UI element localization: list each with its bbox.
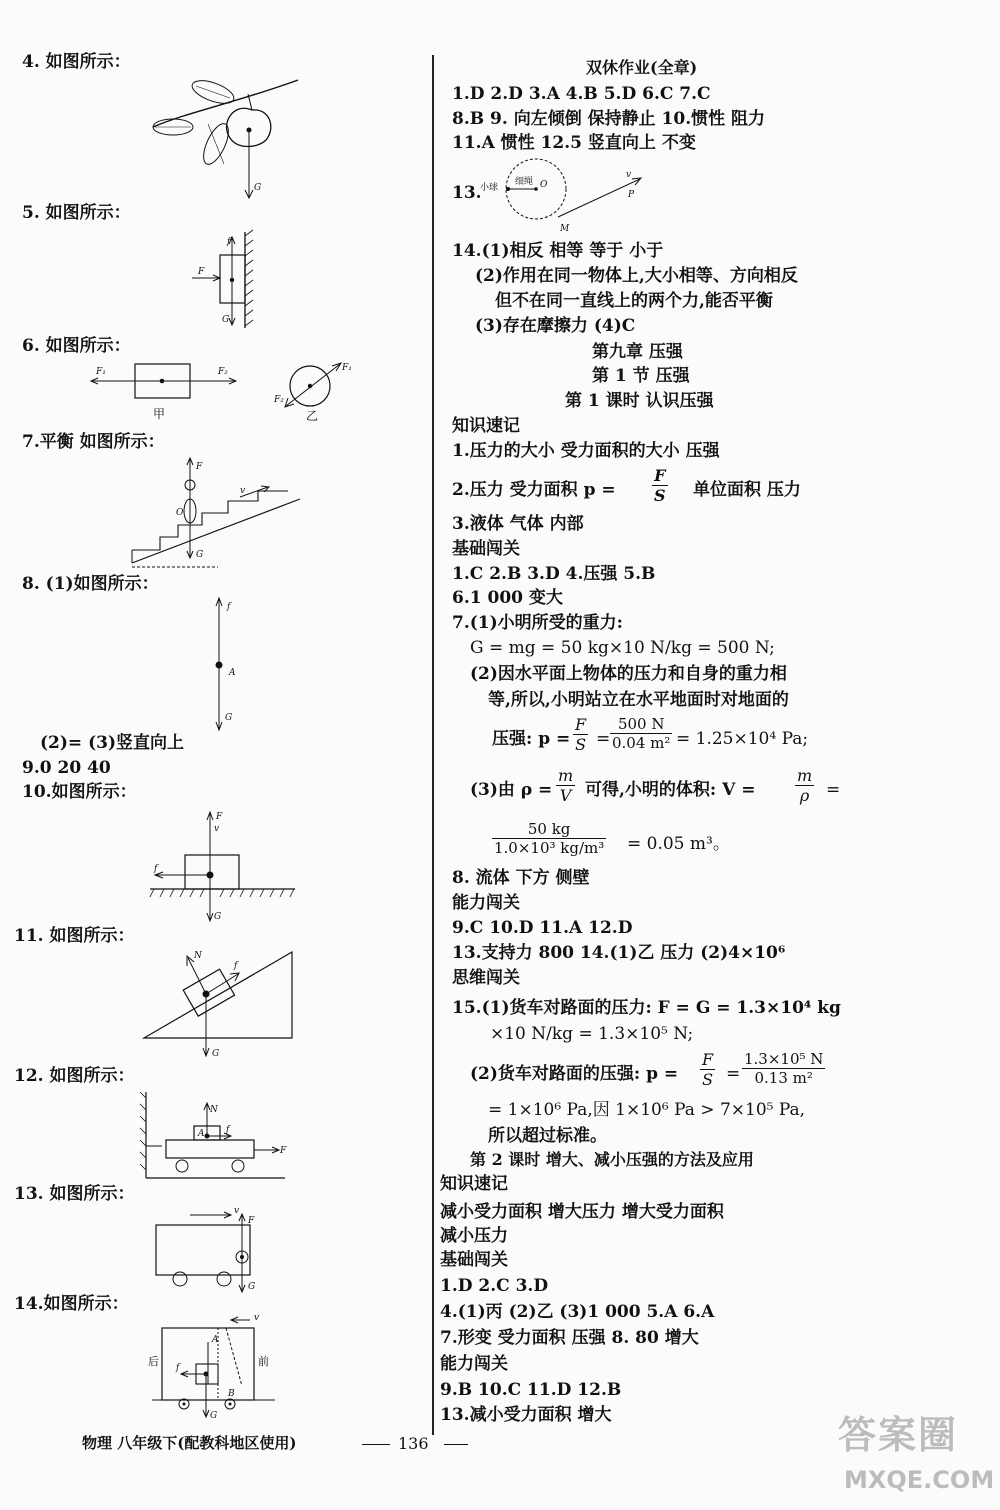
svg-text:F: F [248, 1216, 255, 1226]
svg-text:v: v [254, 1313, 260, 1323]
svg-text:v: v [234, 1206, 240, 1216]
svg-text:v: v [214, 824, 220, 834]
answer-row-2: 8.B 9. 向左倾倒 保持静止 10.惯性 阻力 [452, 109, 766, 129]
basic-row-7-lead: 压强: p = [492, 729, 571, 749]
svg-text:A: A [212, 1335, 219, 1345]
ability2-row-2: 13.减小受力面积 增大 [440, 1405, 612, 1425]
svg-text:F: F [196, 462, 203, 472]
svg-text:N: N [210, 1105, 218, 1115]
q6-label: 6. 如图所示： [22, 336, 131, 356]
knowledge-1: 1.压力的大小 受力面积的大小 压强 [452, 441, 720, 461]
svg-text:F₁: F₁ [342, 363, 352, 373]
answer-row-7: 但不在同一直线上的两个力,能否平衡 [495, 291, 773, 311]
svg-text:G: G [212, 1049, 220, 1059]
q12-diagram-cart [140, 1090, 290, 1185]
lesson-1-title: 第 1 课时 认识压强 [565, 391, 714, 411]
q13-rope-label: 细绳 [515, 177, 534, 187]
svg-text:G: G [210, 1411, 218, 1421]
basic-row-2: 6.1 000 变大 [452, 588, 563, 608]
footer-dash-left [362, 1444, 390, 1445]
q5-label: 5. 如图所示： [22, 203, 131, 223]
basic-row-3: 7.(1)小明所受的重力: [452, 613, 623, 633]
q13-diagram-truck [150, 1205, 270, 1295]
q4-label: 4. 如图所示： [22, 52, 131, 72]
q14-front-label: 前 [258, 1355, 269, 1368]
knowledge-3: 3.液体 气体 内部 [452, 514, 584, 534]
page-number: 136 [398, 1434, 429, 1453]
q6-yi-caption: 乙 [306, 409, 319, 423]
basic-row-8-lead: (3)由 ρ = [470, 780, 553, 800]
ability-row-1: 9.C 10.D 11.A 12.D [452, 918, 633, 938]
basic-row-6: 等,所以,小明站立在水平地面时对地面的 [488, 690, 789, 710]
q11-label: 11. 如图所示： [14, 926, 135, 946]
svg-text:G: G [214, 912, 222, 922]
lesson-2-title: 第 2 课时 增大、减小压强的方法及应用 [470, 1150, 754, 1169]
q7-diagram-escalator [128, 455, 308, 575]
q6-diagram-jia [90, 360, 240, 405]
equals-sign-1: = [596, 729, 611, 749]
q7-label: 7.平衡 如图所示： [22, 432, 165, 452]
svg-text:F₂: F₂ [218, 367, 228, 377]
heading-basic-2: 基础闯关 [440, 1250, 508, 1270]
thinking-row-4: = 1×10⁶ Pa,因 1×10⁶ Pa > 7×10⁵ Pa, [488, 1100, 806, 1120]
basic-row-1: 1.C 2.B 3.D 4.压强 5.B [452, 564, 656, 584]
q9-answer: 9.0 20 40 [22, 758, 111, 778]
svg-text:M: M [560, 224, 570, 234]
answer-row-6: (2)作用在同一物体上,大小相等、方向相反 [475, 266, 798, 286]
thinking-row-3-lead: (2)货车对路面的压强: p = [470, 1064, 679, 1084]
knowledge-2-fraction: $\frac{F}{S}$ [654, 466, 666, 505]
equals-sign-2: = [826, 780, 841, 800]
svg-text:G: G [225, 713, 233, 723]
pressure-fraction-FS: $\frac{F}{S}$ [575, 715, 587, 754]
q8-diagram-forces [205, 595, 245, 735]
watermark-logo: 答案圈 MXQE.COM [838, 1412, 995, 1494]
heading-knowledge-2: 知识速记 [440, 1174, 508, 1194]
q13-label: 13. 如图所示： [14, 1184, 135, 1204]
svg-text:O: O [540, 180, 548, 190]
svg-text:f: f [226, 1125, 230, 1135]
ability-row-2: 13.支持力 800 14.(1)乙 压力 (2)4×10⁶ [452, 943, 786, 963]
footer-dash-right [444, 1444, 468, 1445]
thinking-row-1: 15.(1)货车对路面的压力: F = G = 1.3×10⁴ kg [452, 998, 841, 1018]
svg-text:v: v [240, 486, 246, 496]
q6-jia-caption: 甲 [153, 407, 166, 421]
svg-text:f: f [227, 602, 231, 612]
svg-text:F: F [198, 267, 205, 277]
svg-text:P: P [628, 190, 635, 200]
svg-text:F: F [280, 1146, 287, 1156]
q10-diagram-block-ground [150, 805, 300, 925]
svg-text:A: A [229, 668, 236, 678]
svg-text:G: G [196, 550, 204, 560]
thinking-row-5: 所以超过标准。 [488, 1126, 607, 1146]
q14-label: 14.如图所示： [14, 1294, 129, 1314]
svg-text:F: F [216, 812, 223, 822]
svg-text:O: O [176, 508, 184, 518]
basic-row-9-result: = 0.05 m³。 [627, 834, 730, 854]
q14-rear-label: 后 [148, 1355, 159, 1368]
q13-circular-motion-diagram [478, 155, 658, 235]
answer-row-8: (3)存在摩擦力 (4)C [475, 316, 636, 336]
svg-text:F₁: F₁ [96, 367, 106, 377]
svg-text:F₂: F₂ [274, 395, 284, 405]
svg-text:G: G [254, 183, 262, 193]
heading-ability-1: 能力闯关 [452, 893, 520, 913]
footer-subject: 物理 八年级下(配教科地区使用) [82, 1434, 297, 1452]
section-title-weekend: 双休作业(全章) [586, 58, 698, 77]
q13-ball-label: 小球 [480, 183, 499, 193]
knowledge-2-tail: 单位面积 压力 [693, 480, 801, 500]
svg-text:v: v [626, 170, 632, 180]
basic-row-8-mid: 可得,小明的体积: V = [585, 780, 756, 800]
svg-text:N: N [194, 951, 202, 961]
knowledge-2-row-1: 减小受力面积 增大压力 增大受力面积 [440, 1202, 724, 1222]
svg-text:f: f [176, 1363, 180, 1373]
answer-row-4-label: 13. [452, 183, 482, 203]
equals-sign-3: = [726, 1064, 741, 1084]
basic-row-4: G = mg = 50 kg×10 N/kg = 500 N; [470, 638, 775, 658]
answer-row-5: 14.(1)相反 相等 等于 小于 [452, 241, 664, 261]
q4-diagram-apple-branch [148, 72, 308, 202]
answer-row-1: 1.D 2.D 3.A 4.B 5.D 6.C 7.C [452, 84, 711, 104]
basic2-row-1: 1.D 2.C 3.D [440, 1276, 549, 1296]
knowledge-2-row-2: 减小压力 [440, 1226, 508, 1246]
density-fraction-mV: $\frac{m}{V}$ [558, 766, 574, 805]
q8-label: 8. (1)如图所示： [22, 574, 159, 594]
truck-fraction-values: $\frac{\text{1.3×10⁵ N}}{\text{0.13 m²}}$ [744, 1050, 824, 1087]
section-1-title: 第 1 节 压强 [592, 366, 690, 386]
svg-text:f: f [154, 864, 158, 874]
knowledge-2-lead: 2.压力 受力面积 p = [452, 480, 616, 500]
q12-label: 12. 如图所示： [14, 1066, 135, 1086]
basic-row-10: 8. 流体 下方 侧壁 [452, 868, 590, 888]
ability2-row-1: 9.B 10.C 11.D 12.B [440, 1380, 622, 1400]
basic2-row-3: 7.形变 受力面积 压强 8. 80 增大 [440, 1328, 699, 1348]
q5-diagram-block-wall [190, 230, 270, 330]
pressure-fraction-values: $\frac{500 N}{\text{0.04 m²}}$ [612, 715, 671, 752]
volume-fraction-values: $\frac{50 kg}{\text{1.0×10³ kg/m³}}$ [494, 820, 605, 857]
chapter-9-title: 第九章 压强 [592, 342, 683, 362]
truck-fraction-FS: $\frac{F}{S}$ [702, 1050, 714, 1089]
q8-part2: (2)= (3)竖直向上 [40, 733, 184, 753]
heading-ability-2: 能力闯关 [440, 1354, 508, 1374]
svg-text:f: f [234, 961, 238, 971]
answer-row-3: 11.A 惯性 12.5 竖直向上 不变 [452, 133, 696, 153]
basic-row-7-result: = 1.25×10⁴ Pa; [676, 729, 809, 749]
svg-text:f: f [227, 237, 231, 247]
volume-fraction-m-rho: $\frac{m}{\rho}$ [797, 766, 813, 805]
svg-text:G: G [222, 315, 230, 325]
heading-basic-1: 基础闯关 [452, 539, 520, 559]
svg-text:A: A [198, 1129, 205, 1139]
q11-diagram-incline [140, 940, 300, 1060]
column-divider [432, 55, 434, 1435]
thinking-row-2: ×10 N/kg = 1.3×10⁵ N; [490, 1024, 694, 1044]
q10-label: 10.如图所示： [22, 782, 137, 802]
heading-knowledge-1: 知识速记 [452, 416, 520, 436]
heading-thinking: 思维闯关 [452, 968, 520, 988]
basic-row-5: (2)因水平面上物体的压力和自身的重力相 [470, 664, 787, 684]
svg-text:B: B [228, 1389, 235, 1399]
svg-text:G: G [248, 1282, 256, 1292]
basic2-row-2: 4.(1)丙 (2)乙 (3)1 000 5.A 6.A [440, 1302, 715, 1322]
